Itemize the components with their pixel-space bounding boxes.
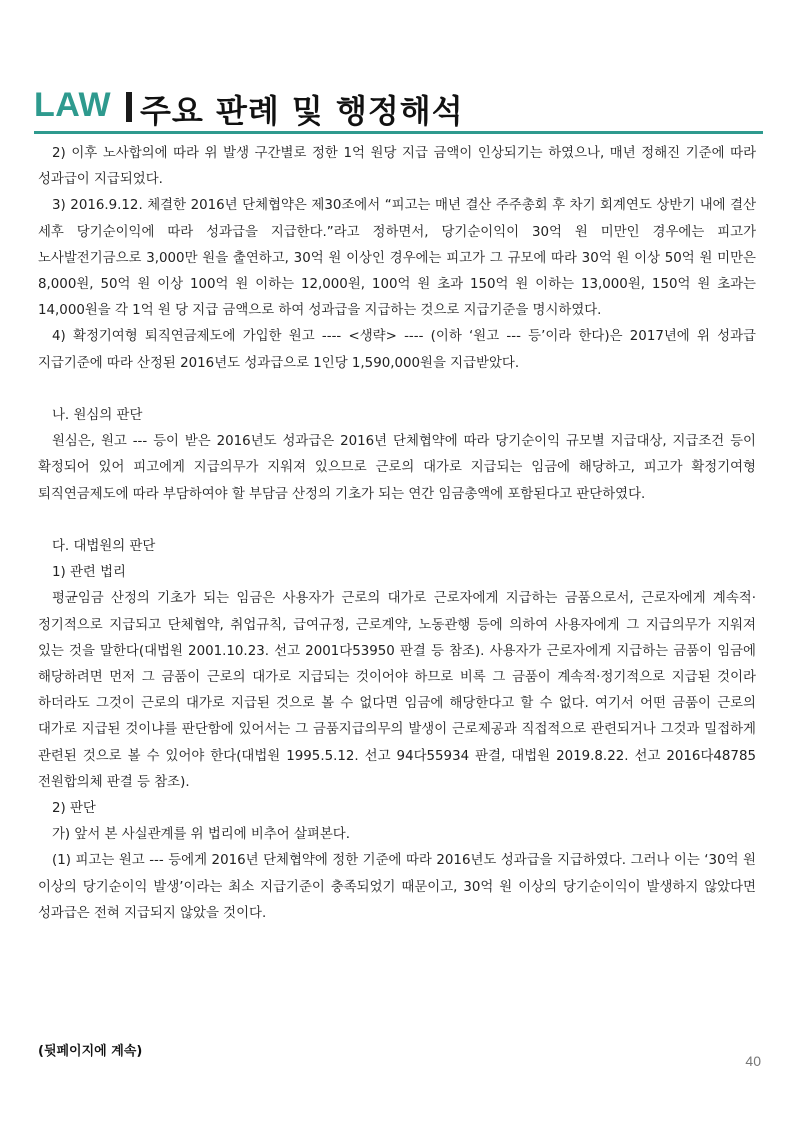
paragraph-3: 3) 2016.9.12. 체결한 2016년 단체협약은 제30조에서 “피고는 매년 결산 주주총회 후 차기 회계연도 상반기 내에 결산 세후 당기순이익에 따라 성과급을 지급한다.”라고 정하면서, 당기순이익이 30억 원 미만인 경우에는 피고가 노사발전기금으로 3,000만 원을 출연하고, 30억 원 이상인 경우에는 피고가 그 규모에 따라 30억 원 이상 50억 원 미만은 8,000원, 50억 원 이상 100억 원 이하는 12,000원, 100억 원 초과 150억 원 이하는 13,000원, 150억 원 초과는 14,000원을 각 1억 원 당 지급 금액으로 하여 성과급을 지급하는 것으로 지급기준을 명시하였다. (38, 198, 756, 319)
page-header (34, 84, 763, 132)
section-title: 주요 판례 및 행정해석 (140, 92, 464, 130)
paragraph-4: 4) 확정기여형 퇴직연금제도에 가입한 원고 ---- <생략> ---- (이하 ‘원고 --- 등’이라 한다)은 2017년에 위 성과급 지급기준에 따라 산정된 2016년도 성과급으로 1인당 1,590,000원을 지급받았다. (38, 329, 756, 371)
brand-label: LAW (34, 86, 112, 124)
document-body (38, 141, 756, 927)
subheading-legal-principle: 1) 관련 법리 (52, 565, 126, 581)
continued-note: (뒷페이지에 계속) (38, 1044, 143, 1059)
paragraph-2: 2) 이후 노사합의에 따라 위 발생 구간별로 정한 1억 원당 지급 금액이 인상되기는 하였으나, 매년 정해진 기준에 따라 성과급이 지급되었다. (38, 146, 756, 188)
spacer (38, 377, 756, 403)
header-separator (126, 92, 132, 122)
heading-supreme-court: 다. 대법원의 판단 (52, 539, 156, 555)
subheading-judgment: 2) 판단 (52, 801, 96, 817)
paragraph-judgment-1: (1) 피고는 원고 --- 등에게 2016년 단체협약에 정한 기준에 따라 2016년도 성과급을 지급하였다. 그러나 이는 ‘30억 원 이상의 당기순이익 발생’이라는 최소 지급기준이 충족되었기 때문이고, 30억 원 이상의 당기순이익이 발생하지 않았다면 성과급은 전혀 지급되지 않았을 것이다. (38, 853, 756, 921)
header-rule (34, 131, 763, 134)
heading-lower-court: 나. 원심의 판단 (52, 408, 143, 424)
spacer (38, 508, 756, 534)
page-number: 40 (745, 1053, 761, 1069)
paragraph-judgment-intro: 가) 앞서 본 사실관계를 위 법리에 비추어 살펴본다. (52, 827, 350, 843)
paragraph-lower-court: 원심은, 원고 --- 등이 받은 2016년도 성과급은 2016년 단체협약에 따라 당기순이익 규모별 지급대상, 지급조건 등이 확정되어 있어 피고에게 지급의무가 지워져 있으므로 근로의 대가로 지급되는 임금에 해당하고, 피고가 확정기여형 퇴직연금제도에 따라 부담하여야 할 부담금 산정의 기초가 되는 연간 임금총액에 포함된다고 판단하였다. (38, 434, 756, 502)
paragraph-legal-principle: 평균임금 산정의 기초가 되는 임금은 사용자가 근로의 대가로 근로자에게 지급하는 금품으로서, 근로자에게 계속적·정기적으로 지급되고 단체협약, 취업규칙, 급여규정, 근로계약, 노동관행 등에 의하여 사용자에게 그 지급의무가 지워져 있는 것을 말한다(대법원 2001.10.23. 선고 2001다53950 판결 등 참조). 사용자가 근로자에게 지급하는 금품이 임금에 해당하려면 먼저 그 금품이 근로의 대가로 지급되는 것이어야 하므로 비록 그 금품이 계속적·정기적으로 지급된 것이라 하더라도 그것이 근로의 대가로 지급된 것으로 볼 수 없다면 임금에 해당한다고 할 수 없다. 여기서 어떤 금품이 근로의 대가로 지급된 것이냐를 판단함에 있어서는 그 금품지급의무의 발생이 근로제공과 직접적으로 관련되거나 그것과 밀접하게 관련된 것으로 볼 수 있어야 한다(대법원 1995.5.12. 선고 94다55934 판결, 대법원 2019.8.22. 선고 2016다48785 전원합의체 판결 등 참조). (38, 591, 756, 790)
